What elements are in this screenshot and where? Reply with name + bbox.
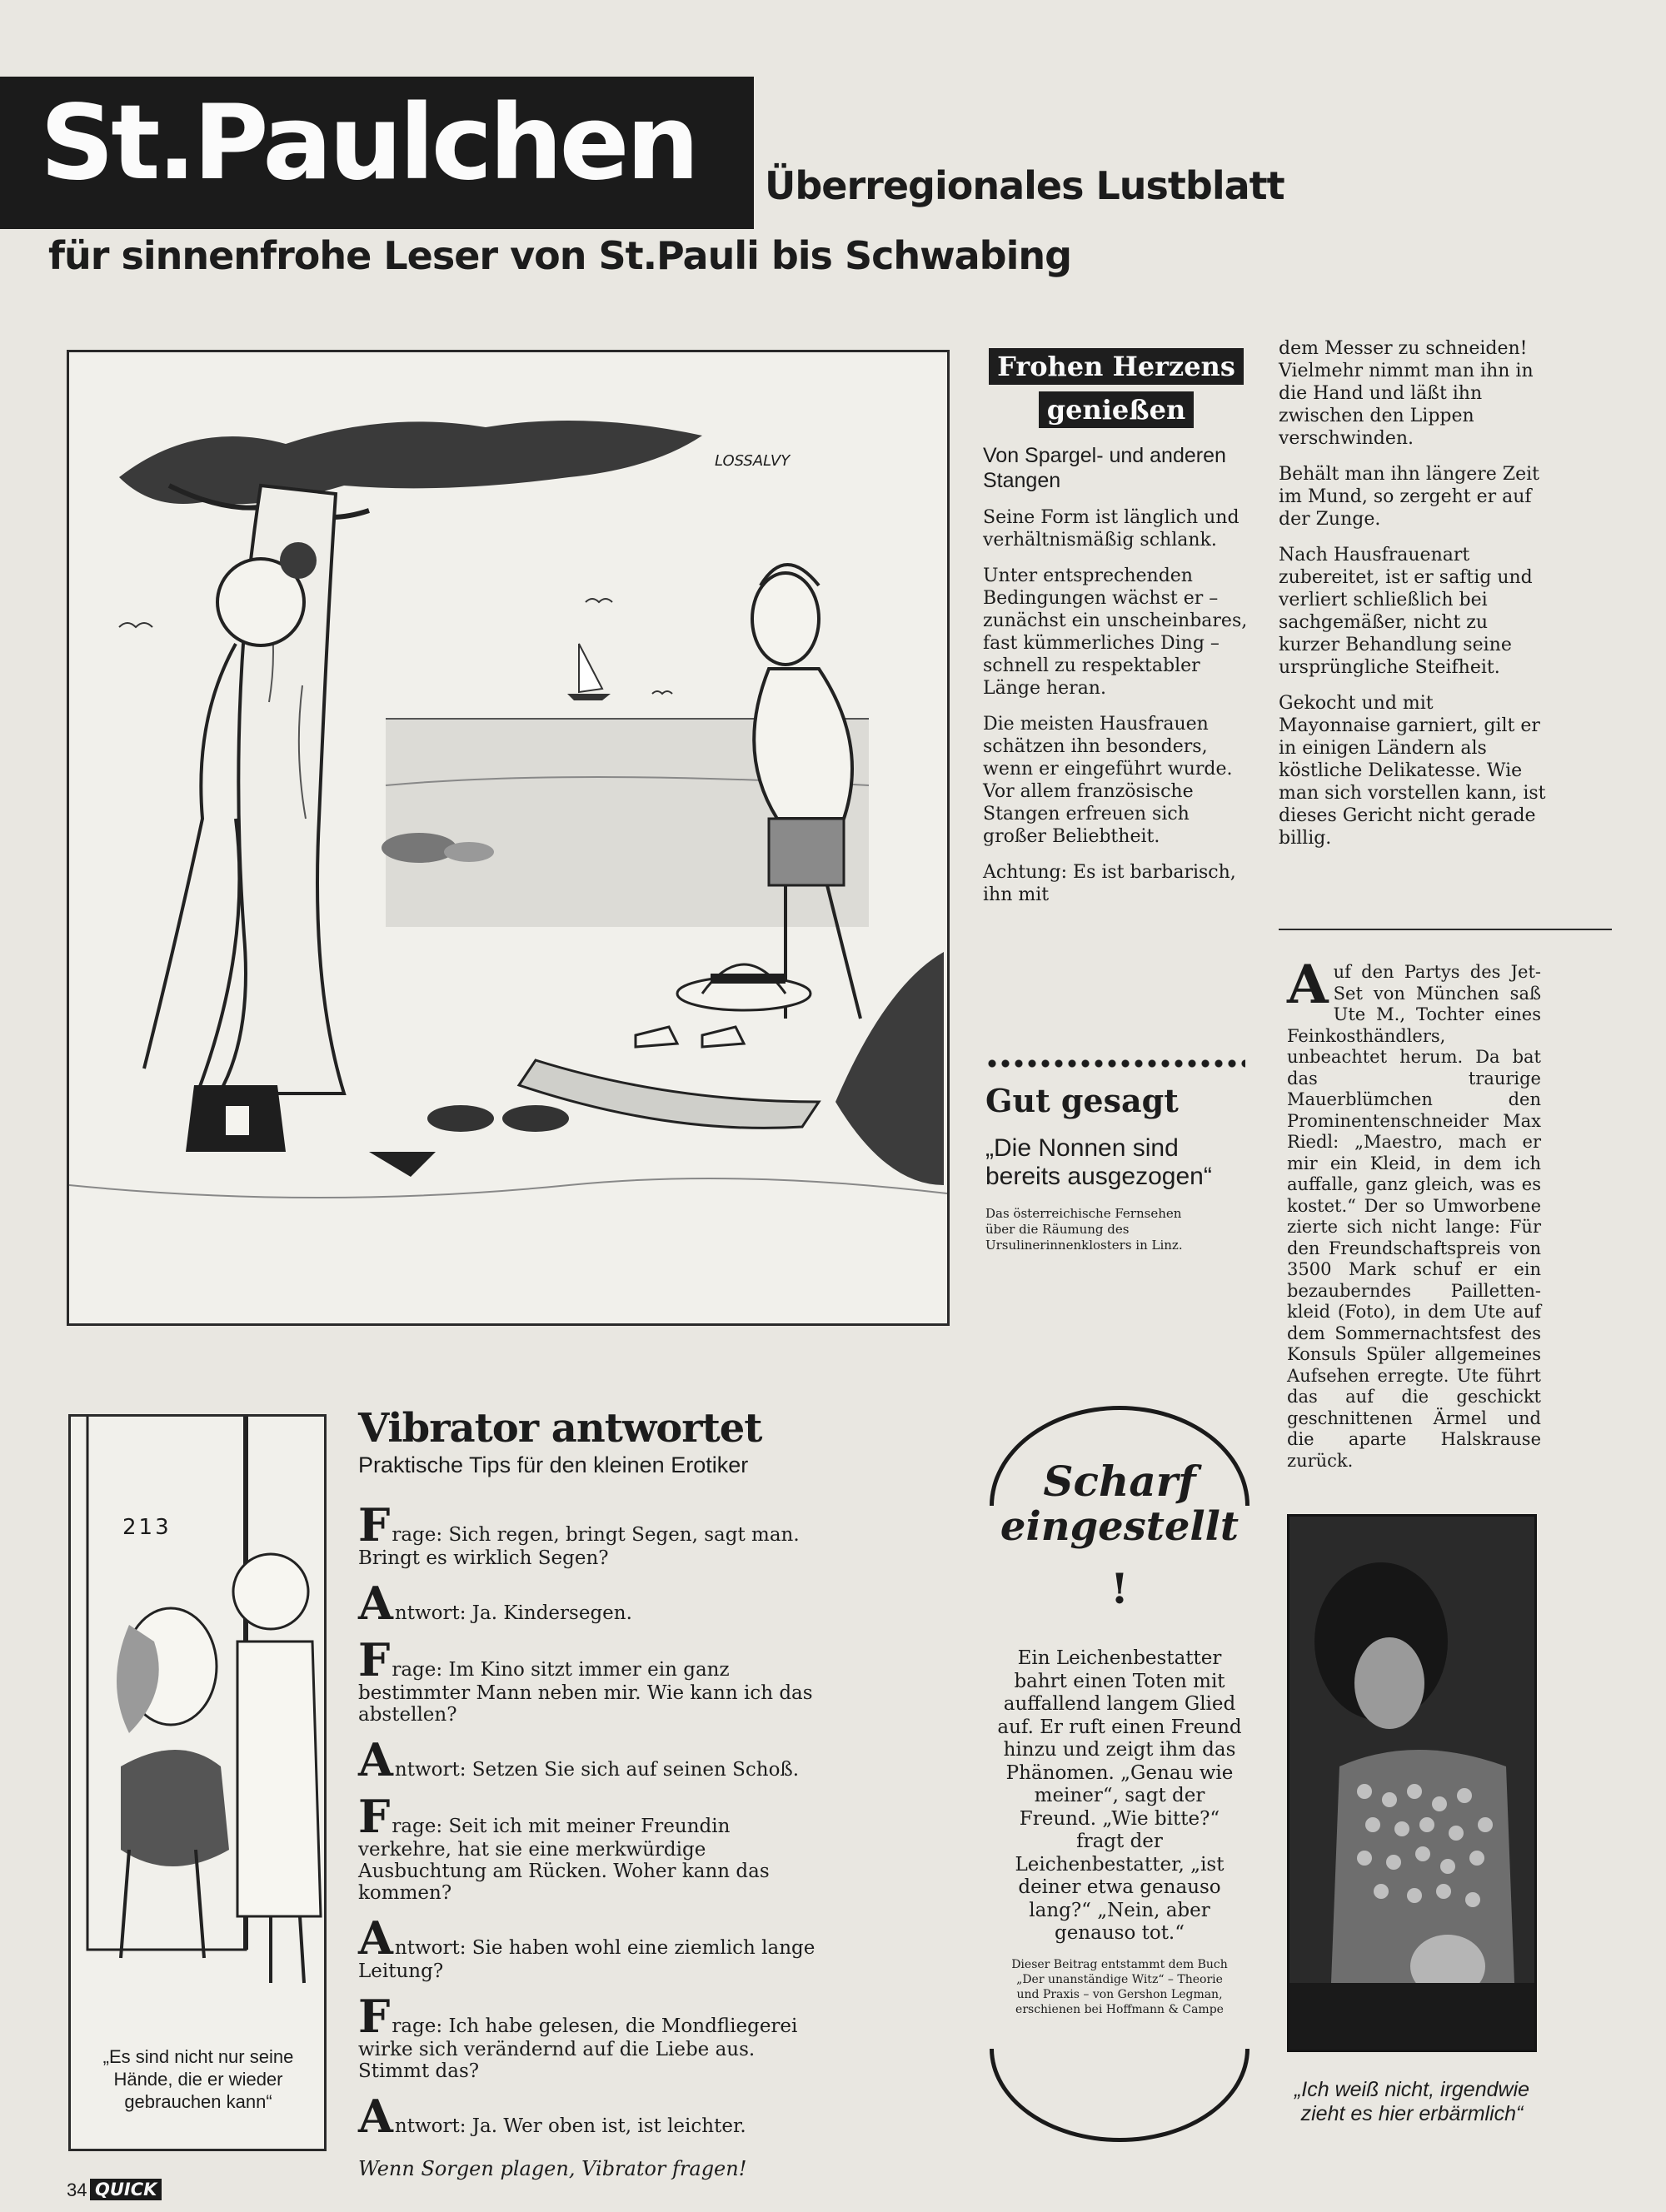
scharf-title-line2: eingestellt bbox=[1000, 1503, 1240, 1550]
qa-answer: Antwort: Setzen Sie sich auf seinen Schoß. bbox=[358, 1733, 800, 1786]
scharf-source: Dieser Beitrag entstammt dem Buch „Der unanständige Witz“ – Theorie und Praxis – von Gershon Legman, erschienen bei Hoffmann & Campe bbox=[1011, 1957, 1228, 2016]
spargel-continued-paragraph: Behält man ihn längere Zeit im Mund, so zergeht er auf der Zunge. bbox=[1279, 464, 1539, 530]
scharf-title-line1: Scharf bbox=[1043, 1457, 1196, 1506]
gut-gesagt-heading: Gut gesagt bbox=[985, 1082, 1179, 1119]
photo-caption: „Ich weiß nicht, irgendwie zieht es hier erbärmlich“ bbox=[1294, 2078, 1530, 2125]
spargel-continued-paragraph: dem Messer zu schneiden! Vielmehr nimmt man ihn in die Hand und läßt ihn zwischen den Lippen verschwinden. bbox=[1279, 338, 1534, 449]
gut-gesagt-source: Das österreichische Fernsehen über die Räumung des Ursulinerinnenklosters in Linz. bbox=[985, 1206, 1183, 1253]
nurse-cartoon-caption: „Es sind nicht nur seine Hände, die er wieder gebrauchen kann“ bbox=[102, 2046, 294, 2112]
masthead-subtagline: für sinnenfrohe Leser von St.Pauli bis Schwabing bbox=[48, 233, 1072, 278]
qa-answer: Antwort: Ja. Wer oben ist, ist leichter. bbox=[358, 2090, 746, 2143]
qa-answer: Antwort: Sie haben wohl eine ziemlich lange Leitung? bbox=[358, 1911, 816, 1982]
spargel-subtitle: Von Spargel- und anderen Stangen bbox=[983, 444, 1226, 492]
vibrator-heading: Vibrator antwortet bbox=[358, 1405, 762, 1452]
spargel-column-2 bbox=[1279, 337, 1549, 863]
nurse-doctor-illustration bbox=[71, 1417, 324, 2000]
spargel-badge-line2: genießen bbox=[1039, 391, 1194, 428]
scharf-box bbox=[990, 1407, 1250, 2140]
dotted-divider bbox=[985, 1059, 1245, 1068]
spargel-badge-line1: Frohen Herzens bbox=[989, 348, 1244, 385]
masthead-title: St.Paulchen bbox=[40, 83, 696, 203]
beach-cartoon-illustration bbox=[69, 352, 947, 1323]
nurse-cartoon bbox=[68, 1414, 327, 2151]
beach-cartoon bbox=[67, 350, 950, 1326]
artist-signature: LOSSALVY bbox=[715, 452, 791, 470]
door-number: 213 bbox=[122, 1515, 172, 1540]
qa-question: Frage: Ich habe gelesen, die Mondfliegerei wirke sich verändernd auf die Liebe aus. Stimmt das? bbox=[358, 1990, 798, 2082]
vibrator-signoff: Wenn Sorgen plagen, Vibrator fragen! bbox=[358, 2157, 747, 2180]
gut-gesagt-quote: „Die Nonnen sind bereits ausgezogen“ bbox=[985, 1134, 1212, 1190]
qa-list bbox=[358, 1498, 825, 2143]
magazine-logo: QUICK bbox=[90, 2179, 162, 2200]
qa-question: Frage: Sich regen, bringt Segen, sagt man. Bringt es wirklich Segen? bbox=[358, 1498, 800, 1569]
qa-question: Frage: Im Kino sitzt immer ein ganz bestimmter Mann neben mir. Wie kann ich das abstellen? bbox=[358, 1633, 813, 1726]
scharf-joke: Ein Leichenbestatter bahrt einen Toten mit auffallend langem Glied auf. Er ruft einen Freund hinzu und zeigt ihm das Phänomen. „Genau wie meiner“, sagt der Freund. „Wie bitte?“ fragt der Leichenbestatter, „ist deiner etwa genauso lang?“ „Nein, aber genauso tot.“ bbox=[997, 1647, 1242, 1944]
qa-question: Frage: Seit ich mit meiner Freundin verkehre, hat sie eine merkwürdige Ausbuchtung am Rücken. Woher kann das kommen? bbox=[358, 1790, 770, 1904]
spargel-paragraph: Seine Form ist länglich und verhältnismäßig schlank. bbox=[983, 507, 1240, 551]
gut-gesagt-box bbox=[985, 1083, 1252, 1253]
page-number: 34 bbox=[67, 2180, 87, 2200]
spargel-paragraph: Achtung: Es ist barbarisch, ihn mit bbox=[983, 862, 1236, 905]
scharf-exclamation: ! bbox=[1110, 1564, 1129, 1613]
spargel-paragraph: Unter entsprechenden Bedingungen wächst er – zunächst ein unscheinbares, fast kümmerliches Ding – schnell zu respektabler Länge heran. bbox=[983, 565, 1248, 699]
jetset-story bbox=[1287, 954, 1541, 1472]
column-rule bbox=[1279, 929, 1612, 930]
spargel-column-1 bbox=[983, 348, 1250, 919]
spargel-paragraph: Die meisten Hausfrauen schätzen ihn besonders, wenn er eingeführt wurde. Vor allem französische Stangen erfreuen sich großer Beliebtheit. bbox=[983, 714, 1233, 847]
masthead-tagline: Überregionales Lustblatt bbox=[765, 163, 1284, 208]
jetset-text: uf den Partys des Jet-Set von München saß Ute M., Tochter eines Feinkosthändlers, unbeachtet herum. Da bat das traurige Mauerblümchen den Prominentenschneider Max Riedl: „Maestro, mach er mir ein Kleid, in dem ich auffalle, ganz gleich, was es kostet.“ Der so Umworbene zierte sich nicht lange: Für den Freundschaftspreis von 3500 Mark schuf er ein bezauberndes Pailletten-kleid (Foto), in dem Ute auf dem Sommernachtsfest des Konsuls Spüler allgemeines Aufsehen erregte. Ute führt das auf die geschickt geschnittenen Ärmel und die aparte Halskrause zurück. bbox=[1287, 962, 1541, 1471]
vibrator-section bbox=[358, 1406, 966, 2180]
vibrator-subheading: Praktische Tips für den kleinen Erotiker bbox=[358, 1452, 749, 1477]
spargel-continued-paragraph: Nach Hausfrauenart zubereitet, ist er saftig und verliert schließlich bei sachgemäßer, nicht zu kurzer Behandlung seine ursprüngliche Steifheit. bbox=[1279, 545, 1533, 678]
qa-answer: Antwort: Ja. Kindersegen. bbox=[358, 1577, 632, 1630]
jetset-dropcap: A bbox=[1287, 954, 1329, 1016]
sequin-dress-photo bbox=[1287, 1514, 1537, 2052]
spargel-continued-paragraph: Gekocht und mit Mayonnaise garniert, gilt er in einigen Ländern als köstliche Delikatesse. Wie man sich vorstellen kann, ist dieses Gericht nicht gerade billig. bbox=[1279, 693, 1546, 849]
woman-in-sequin-dress-image bbox=[1289, 1517, 1534, 2050]
